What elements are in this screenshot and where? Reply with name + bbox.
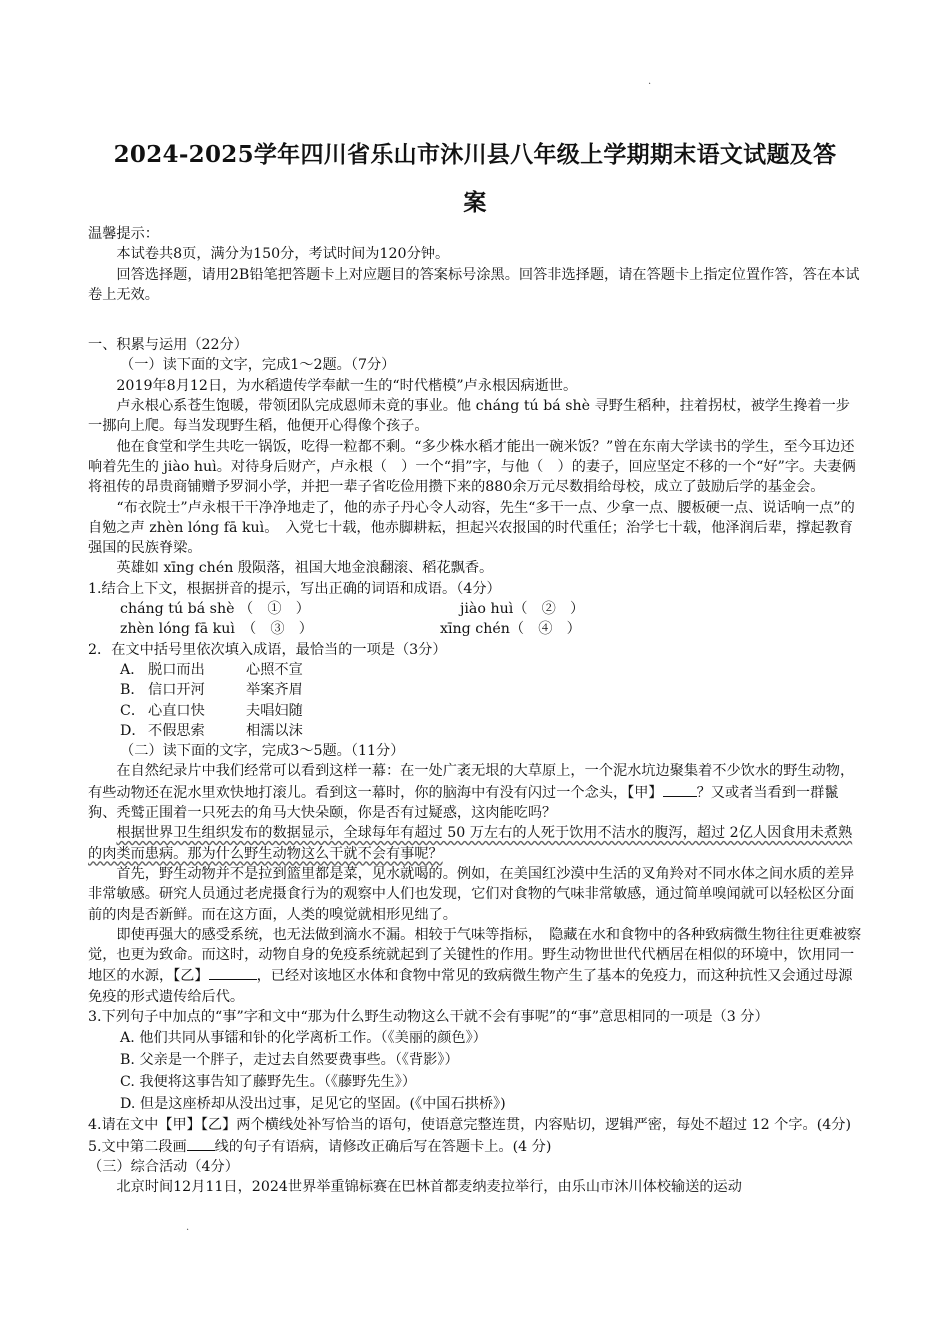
- q3-option-b: B. 父亲是一个胖子，走过去自然要费事些。（《背影》）: [120, 1052, 459, 1069]
- q1-item-4: xīng chén（ ④ ）: [440, 621, 581, 638]
- subsection3-heading: （三）综合活动（4分）: [88, 1158, 239, 1175]
- page-title-line2: 案: [463, 189, 487, 216]
- section1-heading: 一、积累与运用（22分）: [88, 337, 248, 354]
- passage1-para3: 他在食堂和学生共吃一锅饭，吃得一粒都不剩。“多少株水稻才能出一碗米饭？”曾在东南大学读书的学生，至今耳边还响着先生的 jiào huì。对待身后财产，卢永根（ ）一个“捐”字，与他（ ）的妻子，回应坚定不移的一个“好”字。夫妻俩将祖传的昂贵商铺赠予罗洞小学，并把一辈子省吃俭用攒下来的880余万元尽数捐给母校，成立了鼓励后学的基金会。: [88, 438, 856, 496]
- subsection2-heading: （二）读下面的文字，完成3～5题。（11分）: [120, 743, 405, 760]
- passage3-para1: 北京时间12月11日，2024世界举重锦标赛在巴林首都麦纳麦拉举行，由乐山市沐川体校输送的运动: [116, 1179, 742, 1196]
- q1-row1: [88, 599, 864, 619]
- passage2-para3: 首先，野生动物并不是拉到篮里都是菜，见水就喝的。例如，在美国红沙漠中生活的叉角羚对不同水体之间水质的差异非常敏感。研究人员通过老虎摄食行为的观察中人们也发现，它们对食物的气味非常敏感，通过简单嗅闻就可以轻松区分面前的肉是否新鲜。而在这方面，人类的嗅觉就相形见绌了。: [88, 865, 855, 923]
- blank-line-type: [187, 1136, 215, 1151]
- passage2-para4: 即使再强大的感受系统，也无法做到滴水不漏。相较于气味等指标， 隐藏在水和食物中的各种致病微生物往往更难被察觉，也更为致命。而这时，动物自身的免疫系统就起到了关键性的作用。野生动物世世代代栖居在相似的环境中，饮用同一地区的水源，【乙】 ，已经对该地区水体和食物中常见的致病微生物产生了基本的免疫力，而这种抗性又会通过母源免疫的形式遗传给后代。: [88, 926, 862, 1005]
- question-2: 2．在文中括号里依次填入成语，最恰当的一项是（3分）: [88, 641, 447, 658]
- passage1-para4: “布衣院士”卢永根干干净净地走了，他的赤子丹心令人动容，先生“多干一点、少拿一点、腰板硬一点、说话响一点”的自勉之声 zhèn lóng fā kuì。 入党七十载，他赤脚耕耘，担起兴农报国的时代重任；治学七十载，他泽润后辈，撑起教育强国的民族脊梁。: [88, 499, 855, 557]
- page-dot-bottom: .: [186, 1222, 190, 1233]
- q2-option-c: C． 心直口快 夫唱妇随: [120, 702, 303, 719]
- subsection1-heading: （一）读下面的文字，完成1～2题。（7分）: [120, 357, 396, 374]
- tips-label: 温馨提示：: [88, 226, 159, 242]
- blank-yi: [209, 965, 257, 980]
- question-1: 1.结合上下文，根据拼音的提示，写出正确的词语和成语。（4分）: [88, 580, 501, 597]
- passage2-para2: 根据世界卫生组织发布的数据显示，全球每年有超过 50 万左右的人死于饮用不洁水的腹泻，超过 2亿人因食用未煮熟的肉类而患病。那为什么野生动物这么干就不会有事呢？: [88, 825, 853, 862]
- tips-line1: 本试卷共8页，满分为150分，考试时间为120分钟。: [116, 246, 450, 263]
- q3-option-c: C. 我便将这事告知了藤野先生。（《藤野先生》）: [120, 1074, 417, 1091]
- page-dot-top: .: [648, 76, 652, 87]
- passage1-para2: 卢永根心系苍生饱暖，带领团队完成恩师未竟的事业。他 cháng tú bá shè 寻野生稻种，拄着拐杖，被学生搀着一步一挪向上爬。每当发现野生稻，他便开心得像个孩子。: [88, 398, 850, 435]
- exam-content: [88, 224, 864, 1197]
- q2-option-d: D． 不假思索 相濡以沫: [120, 722, 303, 739]
- question-3: 3.下列句子中加点的“事”字和文中“那为什么野生动物这么干就不会有事呢”的“事”意思相同的一项是（3 分）: [88, 1008, 769, 1025]
- q1-item-3: zhèn lóng fā kuì （ ③ ）: [120, 621, 313, 638]
- passage2-para1: 在自然纪录片中我们经常可以看到这样一幕：在一处广袤无垠的大草原上，一个泥水坑边聚集着不少饮水的野生动物，有些动物还在泥水里欢快地打滚儿。看到这一幕时，你的脑海中有没有闪过一个念头，【甲】 ？又或者当看到一群鬣狗、秃鹫正围着一只死去的角马大快朵颐，你是否有过疑惑，这肉能吃吗？: [88, 763, 855, 822]
- q3-option-a: A. 他们共同从事镭和钋的化学离析工作。（《美丽的颜色》）: [120, 1030, 487, 1047]
- q2-option-a: A． 脱口而出 心照不宣: [120, 661, 303, 678]
- tips-line2: 回答选择题，请用2B铅笔把答题卡上对应题目的答案标号涂黑。回答非选择题，请在答题卡上指定位置作答，答在本试卷上无效。: [88, 266, 860, 303]
- question-5: 5.文中第二段画 线的句子有语病，请修改正确后写在答题卡上。(4 分): [88, 1136, 864, 1157]
- q1-item-2: jiào huì（ ② ）: [460, 601, 585, 618]
- page-title-line1: 2024-2025学年四川省乐山市沐川县八年级上学期期末语文试题及答: [113, 141, 837, 168]
- blank-jia: [663, 782, 697, 797]
- q1-item-1: cháng tú bá shè （ ① ）: [120, 601, 310, 618]
- passage1-para1: 2019年8月12日，为水稻遗传学奉献一生的“时代楷模”卢永根因病逝世。: [116, 377, 578, 394]
- q1-row2: [88, 619, 864, 639]
- passage1-para5: 英雄如 xīng chén 殷陨落，祖国大地金浪翻滚、稻花飘香。: [116, 560, 494, 577]
- q2-option-b: B． 信口开河 举案齐眉: [120, 682, 303, 699]
- question-4: 4.请在文中【甲】【乙】两个横线处补写恰当的语句，使语意完整连贯，内容贴切，逻辑严密，每处不超过 12 个字。(4分): [88, 1117, 851, 1134]
- q3-option-d: D. 但是这座桥却从没出过事，足见它的坚固。(《中国石拱桥》): [120, 1096, 506, 1113]
